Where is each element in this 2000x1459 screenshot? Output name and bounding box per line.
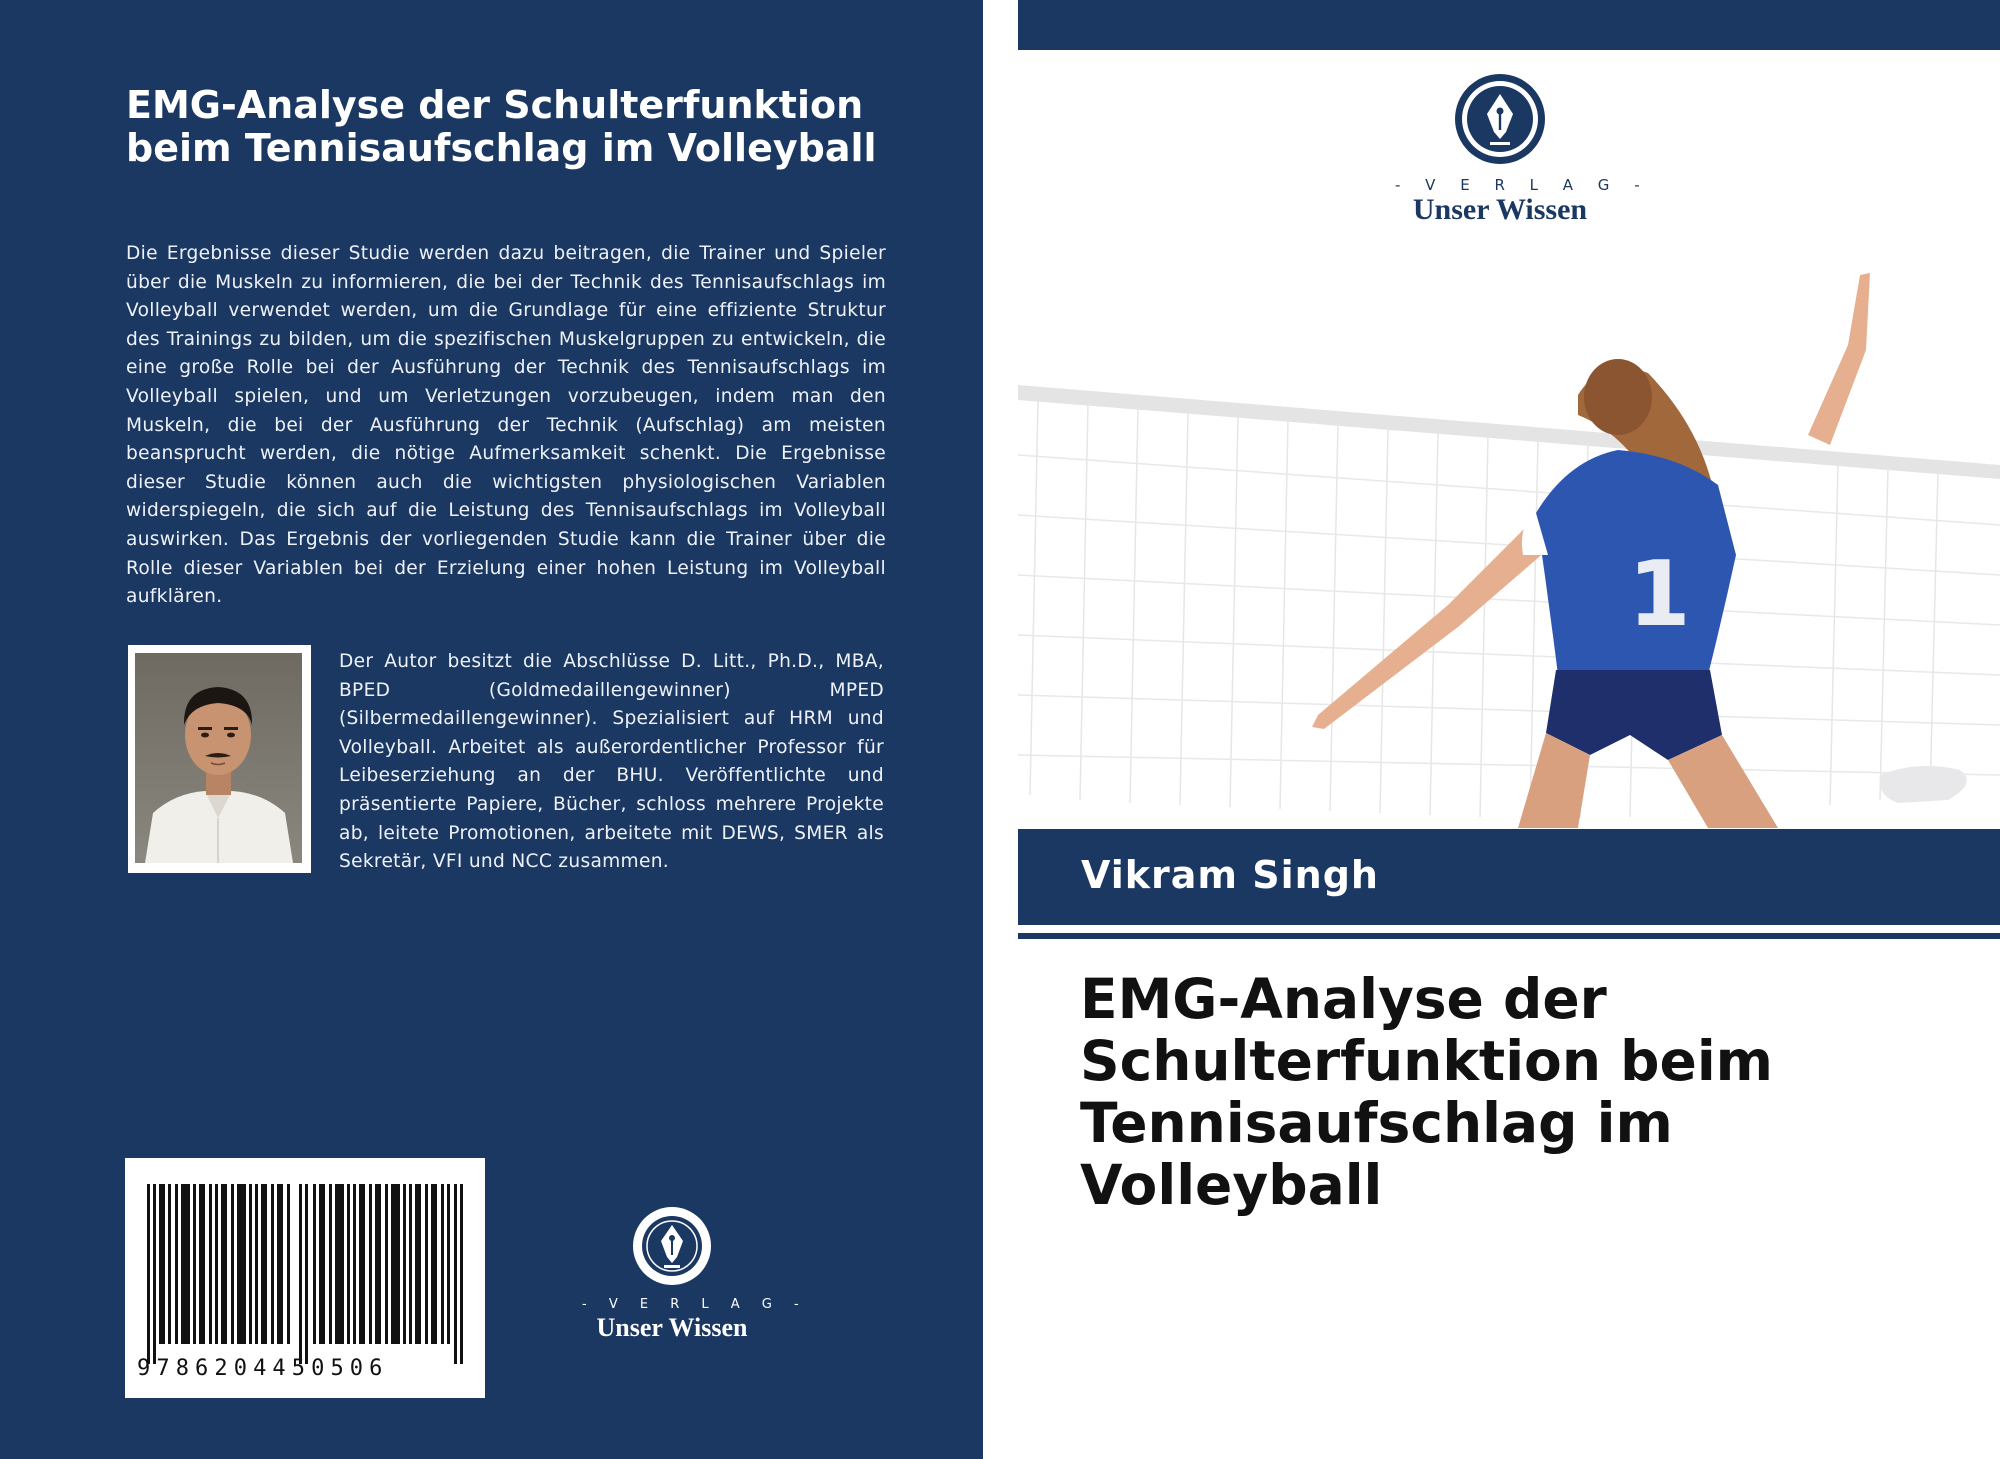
back-publisher-name: Unser Wissen bbox=[596, 1313, 748, 1342]
isbn-number: 9786204450506 bbox=[137, 1356, 389, 1381]
volleyball-serve-illustration bbox=[1018, 255, 2000, 828]
jersey-number: 1 bbox=[1628, 542, 1691, 647]
barcode-bars bbox=[147, 1184, 463, 1364]
front-top-bar bbox=[1018, 0, 2000, 50]
back-publisher-logo bbox=[582, 1205, 808, 1344]
back-publisher-verlag: - V E R L A G - bbox=[582, 1297, 808, 1312]
front-publisher-logo bbox=[1395, 72, 1650, 226]
author-band bbox=[1018, 829, 2000, 925]
front-publisher-verlag: - V E R L A G - bbox=[1395, 176, 1650, 194]
divider-rule bbox=[1018, 933, 2000, 939]
front-publisher-name: Unser Wissen bbox=[1412, 193, 1588, 226]
author-bio: Der Autor besitzt die Abschlüsse D. Litt., Ph.D., MBA, BPED (Goldmedaillengewinner) MPED (Silbermedaillengewinner). Spezialisiert auf HRM und Volleyball. Arbeitet als außerordentlicher Professor für Leibeserziehung an der BHU. Veröffentlichte und präsentierte Papiere, Bücher, schloss mehrere Projekte ab, leitete Promotionen, arbeitete mit DEWS, SMER als Sekretär, VFI und NCC zusammen. bbox=[339, 651, 884, 873]
spine-gap bbox=[983, 0, 1018, 1459]
author-name: Vikram Singh bbox=[1081, 853, 1379, 897]
back-cover-blurb: Die Ergebnisse dieser Studie werden dazu beitragen, die Trainer und Spieler über die Muskeln zu informieren, die bei der Technik des Tennisaufschlags im Volleyball verwendet werden, um die Grundlage für eine effiziente Struktur des Trainings zu bilden, um die spezifischen Muskelgruppen zu entwickeln, die eine große Rolle bei der Ausführung der Technik des Tennisaufschlags im Volleyball spielen, und um Verletzungen vorzubeugen, indem man den Muskeln, die bei der Ausführung der Technik (Aufschlag) am meisten beansprucht werden, die nötige Aufmerksamkeit schenkt. Die Ergebnisse dieser Studie können auch die wichtigsten physiologischen Variablen widerspiegeln, die sich auf die Leistung des Tennisaufschlags im Volleyball auswirken. Das Ergebnis der vorliegenden Studie kann die Trainer über die Rolle dieser Variablen bei der Erzielung einer hohen Leistung im Volleyball aufklären. bbox=[126, 243, 886, 608]
fountain-pen-seal-icon bbox=[631, 1205, 713, 1287]
isbn-barcode bbox=[125, 1158, 485, 1398]
back-cover bbox=[0, 0, 983, 1459]
volleyball-player-photo bbox=[1018, 255, 2000, 828]
front-cover-title: EMG-Analyse der Schulterfunktion beim Tennisaufschlag im Volleyball bbox=[1080, 967, 1773, 1217]
fountain-pen-seal-icon bbox=[1453, 72, 1547, 166]
back-cover-title: EMG-Analyse der Schulterfunktion beim Tennisaufschlag im Volleyball bbox=[126, 83, 877, 170]
author-portrait-icon bbox=[135, 653, 302, 863]
author-photo bbox=[128, 645, 311, 873]
